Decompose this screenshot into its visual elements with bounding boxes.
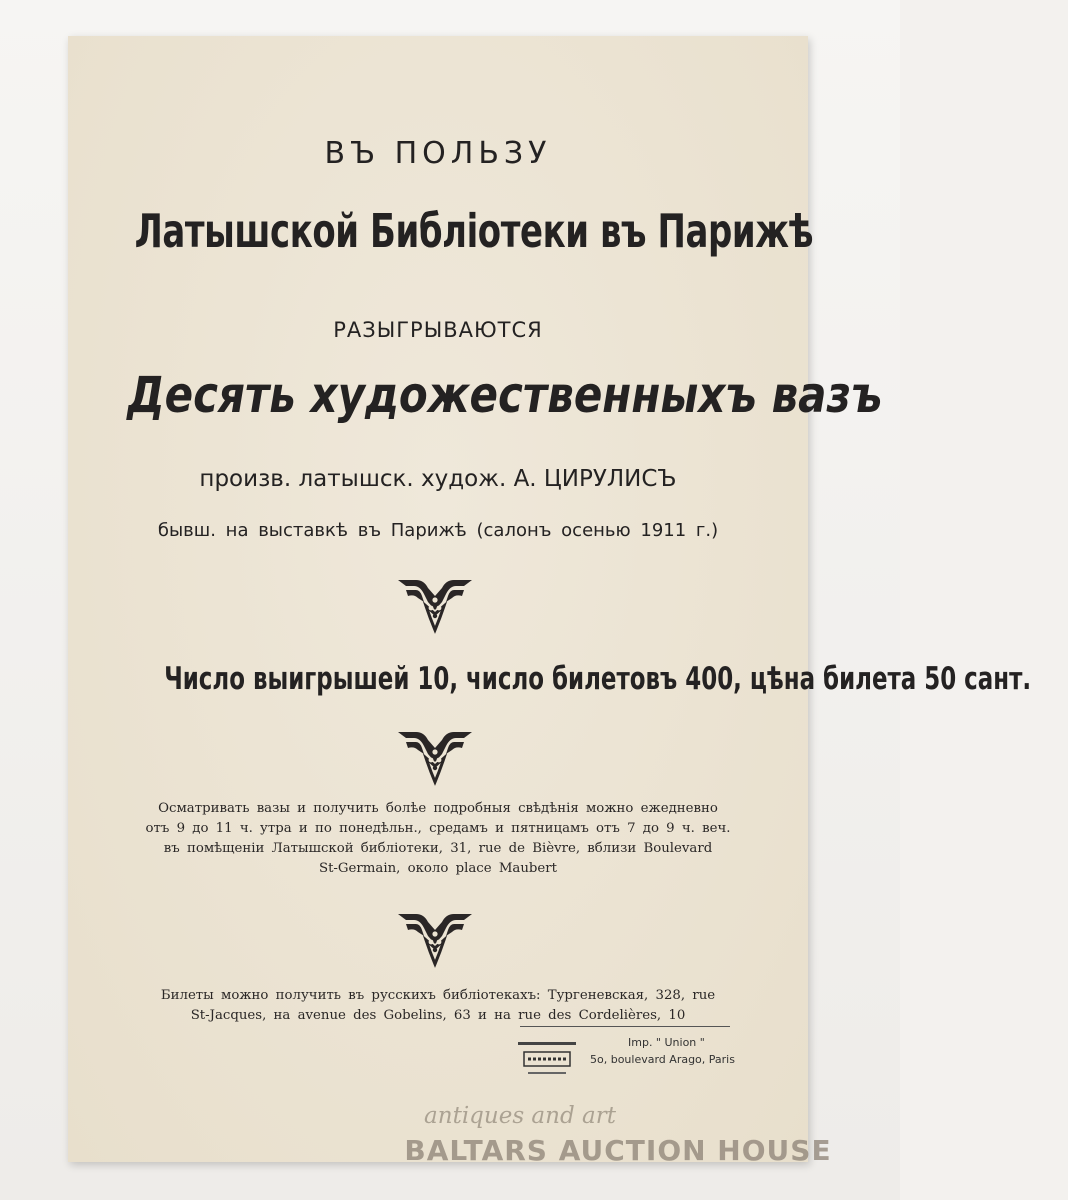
- viewing-info-line: Осматривать вазы и получить болѣе подробныя свѣдѣнія можно ежедневно: [158, 801, 718, 816]
- tickets-info-paragraph: [98, 986, 778, 1026]
- heading-for-benefit: ВЪ ПОЛЬЗУ: [324, 136, 552, 171]
- imprint-rule: [520, 1026, 730, 1027]
- art-nouveau-ornament-icon: [394, 724, 476, 784]
- viewing-info-line: въ помѣщеніи Латышской библіотеки, 31, rue de Bièvre, вблизи Boulevard: [163, 841, 713, 856]
- viewing-info-line: St-Germain, около place Maubert: [318, 861, 558, 876]
- artist-line: произв. латышск. худож. А. ЦИРУЛИСЪ: [199, 466, 677, 492]
- viewing-info-line: отъ 9 до 11 ч. утра и по понедѣльн., средамъ и пятницамъ отъ 7 до 9 ч. веч.: [145, 821, 731, 836]
- tickets-info-line: Билеты можно получить въ русскихъ библіотекахъ: Тургеневская, 328, rue: [160, 988, 716, 1003]
- art-nouveau-ornament-icon: [394, 572, 476, 632]
- art-nouveau-ornament-icon: [394, 906, 476, 966]
- lottery-details: Число выигрышей 10, число билетовъ 400, цѣна билета 50 сант.: [164, 661, 1032, 697]
- watermark-auction-house: BALTARS AUCTION HOUSE: [404, 1134, 832, 1167]
- tickets-info-line: St-Jacques, на avenue des Gobelins, 63 и на rue des Cordelières, 10: [190, 1008, 686, 1023]
- heading-ten-vases: Десять художественныхъ вазъ: [127, 366, 883, 424]
- heading-raffled: РАЗЫГРЫВАЮТСЯ: [333, 318, 543, 342]
- heading-library-name: Латышской Библіотеки въ Парижѣ: [134, 204, 814, 258]
- imprint-address: 5o, boulevard Arago, Paris: [590, 1053, 735, 1066]
- union-label-stamp-icon: [516, 1038, 578, 1082]
- imprint-name: Imp. " Union ": [628, 1036, 705, 1049]
- watermark-tagline: antiques and art: [424, 1103, 616, 1129]
- viewing-info-paragraph: [98, 799, 778, 879]
- exhibition-line: бывш. на выставкѣ въ Парижѣ (салонъ осенью 1911 г.): [157, 520, 719, 541]
- poster-sheet: [68, 36, 1032, 1162]
